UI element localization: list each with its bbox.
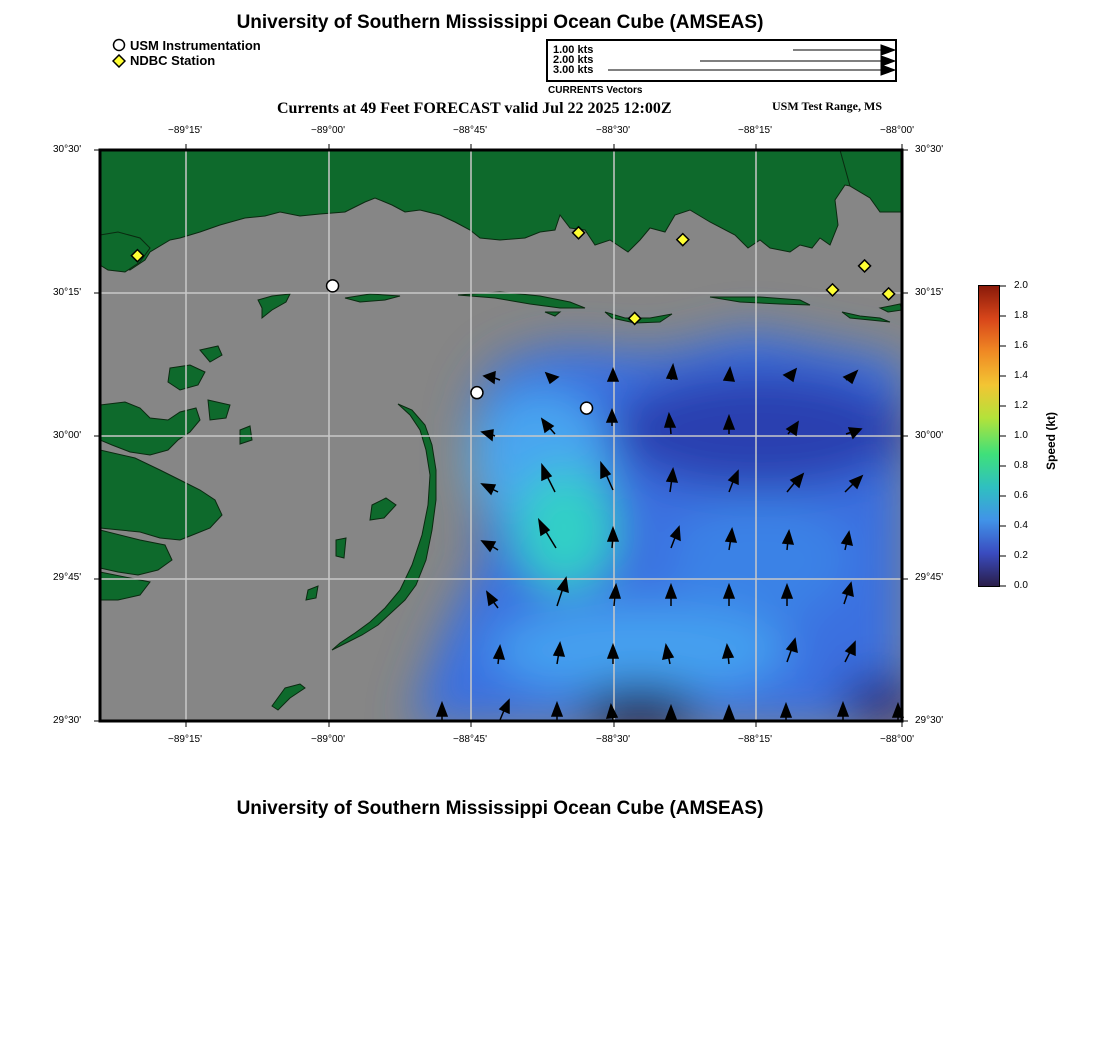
lon-tick-label: −88°15' [738,734,772,745]
footer-title: University of Southern Mississippi Ocean Cube (AMSEAS) [236,798,764,819]
vector-label-1: 1.00 kts [553,44,594,56]
lat-tick-label: 30°30' [915,144,944,155]
lat-tick-label: 30°00' [53,430,82,441]
ndbc-legend-label: NDBC Station [130,53,216,68]
usm-station-marker [327,280,339,292]
colorbar-label: Speed (kt) [1044,411,1058,470]
test-range-label: USM Test Range, MS [772,99,883,113]
colorbar-tick: 1.6 [1014,340,1028,351]
lon-tick-label: −88°30' [596,734,630,745]
colorbar-tick: 0.2 [1014,550,1028,561]
lat-tick-label: 30°15' [53,287,82,298]
colorbar-tick: 0.6 [1014,490,1028,501]
colorbar-tick: 0.0 [1014,580,1028,591]
lat-tick-label: 29°45' [915,572,944,583]
lon-tick-label: −88°30' [596,125,630,136]
usm-station-marker [471,387,483,399]
lon-tick-label: −88°45' [453,734,487,745]
lat-tick-label: 30°00' [915,430,944,441]
colorbar-tick: 1.0 [1014,430,1028,441]
usm-legend-label: USM Instrumentation [130,38,261,53]
usm-station-marker [581,402,593,414]
lon-tick-label: −89°00' [311,734,345,745]
colorbar-tick: 0.8 [1014,460,1028,471]
lon-tick-label: −89°15' [168,125,202,136]
lat-tick-label: 29°30' [53,715,82,726]
forecast-subtitle: Currents at 49 Feet FORECAST valid Jul 22 2025 12:00Z [277,100,672,117]
lon-tick-label: −89°00' [311,125,345,136]
lat-tick-label: 30°30' [53,144,82,155]
lon-tick-label: −88°15' [738,125,772,136]
lat-tick-label: 29°45' [53,572,82,583]
colorbar-tick: 2.0 [1014,280,1028,291]
lon-tick-label: −88°00' [880,125,914,136]
colorbar [978,280,1028,591]
speed-field [410,330,920,735]
colorbar-tick: 1.4 [1014,370,1028,381]
colorbar-tick: 1.8 [1014,310,1028,321]
vector-label-3: 3.00 kts [553,64,594,76]
colorbar-gradient [978,285,1000,587]
map-title: University of Southern Mississippi Ocean Cube (AMSEAS) [236,12,764,33]
lat-tick-label: 29°30' [915,715,944,726]
lon-tick-label: −88°00' [880,734,914,745]
colorbar-tick: 0.4 [1014,520,1028,531]
colorbar-tick: 1.2 [1014,400,1028,411]
lat-tick-label: 30°15' [915,287,944,298]
lon-tick-label: −89°15' [168,734,202,745]
vector-caption: CURRENTS Vectors [548,85,643,96]
colorbar-tick-marks [1000,285,1010,587]
lon-tick-label: −88°45' [453,125,487,136]
marsh-islet-6 [336,538,346,558]
vector-label-2: 2.00 kts [553,54,594,66]
